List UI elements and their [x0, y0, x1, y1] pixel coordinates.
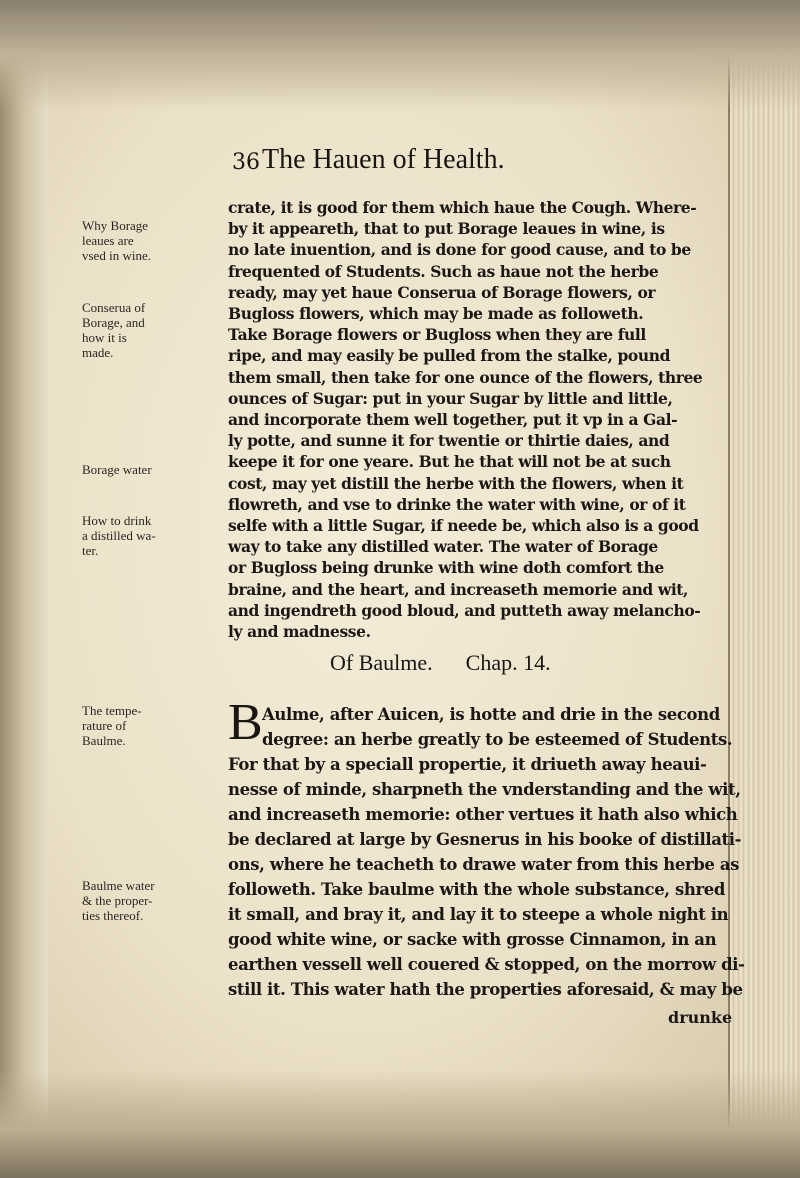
text-line: crate, it is good for them which haue the Cough. Where- [228, 198, 697, 217]
text-line: For that by a speciall propertie, it driueth away heaui- [228, 755, 707, 774]
text-line: ly potte, and sunne it for twentie or thirtie daies, and [228, 431, 670, 451]
text-line: keepe it for one yeare. But he that will not be at such [228, 452, 671, 472]
text-line: it small, and bray it, and lay it to steepe a whole night in [228, 905, 729, 924]
top-shadow [0, 0, 800, 110]
text-line: ripe, and may easily be pulled from the stalke, pound [228, 346, 671, 366]
page-edges [728, 20, 800, 1178]
text-line: followeth. Take baulme with the whole substance, shred [228, 880, 725, 899]
text-line: cost, may yet distill the herbe with the flowers, when it [228, 473, 684, 493]
margin-note-borage-wine: Why Borage leaues are vsed in wine. [82, 218, 151, 263]
running-head: The Hauen of Health. [262, 144, 505, 175]
text-line: and incorporate them well together, put it vp in a Gal- [228, 410, 678, 429]
text-line: ons, where he teacheth to drawe water from this herbe as [228, 855, 740, 874]
margin-note-borage-water: Borage water [82, 462, 152, 477]
catch-word: drunke [668, 1008, 733, 1027]
page-number: 36 [232, 150, 260, 175]
text-line: Take Borage flowers or Bugloss when they are full [228, 325, 646, 345]
text-line: and ingendreth good bloud, and putteth away melancho- [228, 600, 701, 620]
margin-note-conserua: Conserua of Borage, and how it is made. [82, 300, 146, 360]
text-line: selfe with a little Sugar, if neede be, which also is a good [228, 516, 699, 535]
text-line: ready, may yet haue Conserua of Borage flowers, or [228, 282, 656, 302]
text-line: Bugloss flowers, which may be made as followeth. [228, 304, 644, 323]
text-line: or Bugloss being drunke with wine doth comfort the [228, 558, 664, 578]
drop-cap: B [228, 694, 263, 751]
chapter-title: Of Baulme. [330, 650, 433, 675]
text-line: good white wine, or sacke with grosse Cinnamon, in an [228, 930, 717, 949]
margin-note-temperature-baulme: The tempe- rature of Baulme. [82, 703, 142, 748]
text-line: nesse of minde, sharpneth the vnderstanding and the wit, [228, 780, 741, 799]
chapter-label: Chap. 14. [465, 650, 551, 675]
text-line: them small, then take for one ounce of the flowers, three [228, 367, 703, 387]
margin-note-baulme-water: Baulme water & the proper- ties thereof. [82, 878, 155, 923]
text-line: ounces of Sugar: put in your Sugar by little and little, [228, 388, 673, 408]
margin-note-distilled-water: How to drink a distilled wa- ter. [82, 513, 156, 558]
text-line: Aulme, after Auicen, is hotte and drie in the second [262, 705, 720, 724]
text-line: flowreth, and vse to drinke the water with wine, or of it [228, 494, 686, 514]
text-line: no late inuention, and is done for good cause, and to be [228, 240, 691, 260]
text-line: ly and madnesse. [228, 622, 371, 641]
text-line: frequented of Students. Such as haue not the herbe [228, 261, 659, 281]
text-line: earthen vessell well couered & stopped, on the morrow di- [228, 955, 745, 974]
text-line: be declared at large by Gesnerus in his booke of distillati- [228, 830, 742, 849]
text-line: and increaseth memorie: other vertues it hath also which [228, 805, 738, 824]
text-line: way to take any distilled water. The water of Borage [228, 537, 658, 557]
text-line: by it appeareth, that to put Borage leaues in wine, is [228, 219, 665, 239]
text-line: still it. This water hath the properties aforesaid, & may be [228, 980, 743, 999]
text-line: degree: an herbe greatly to be esteemed of Students. [262, 730, 733, 749]
bottom-shadow [0, 1070, 800, 1178]
chapter-heading [330, 650, 551, 676]
text-line: braine, and the heart, and increaseth memorie and wit, [228, 579, 689, 599]
page-header [0, 144, 728, 195]
